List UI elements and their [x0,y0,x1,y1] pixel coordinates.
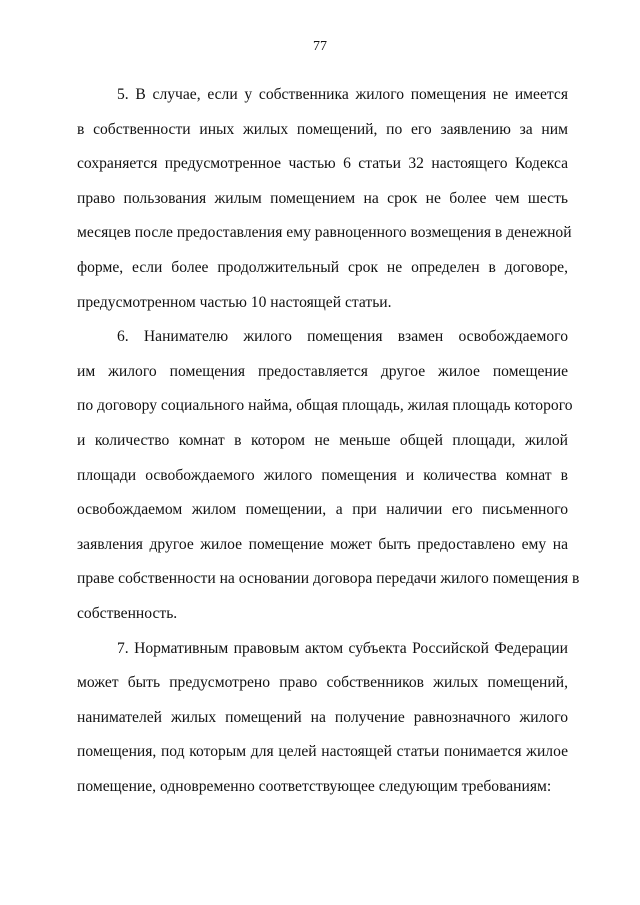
text-line: освобождаемом жилом помещении, а при наличии его письменного [77,501,568,519]
text-line: форме, если более продолжительный срок не определен в договоре, [77,258,568,276]
text-line: 6. Нанимателю жилого помещения взамен освобождаемого [117,328,568,346]
text-line: 7. Нормативным правовым актом субъекта Российской Федерации [117,639,568,657]
text-line: в собственности иных жилых помещений, по его заявлению за ним [77,120,568,138]
text-line: 5. В случае, если у собственника жилого помещения не имеется [117,86,568,103]
text-line: собственность. [77,604,178,622]
text-line: сохраняется предусмотренное частью 6 статьи 32 настоящего Кодекса [77,155,568,173]
page-number: 77 [313,39,327,54]
document-body [77,78,580,804]
text-line: заявления другое жилое помещение может быть предоставлено ему на [77,535,568,553]
text-line: площади освобождаемого жилого помещения и количества комнат в [77,466,568,484]
text-line: и количество комнат в котором не меньше общей площади, жилой [77,431,568,449]
text-line: им жилого помещения предоставляется другое жилое помещение [77,362,568,380]
paragraph-5 [77,78,572,320]
text-line: по договору социального найма, общая площадь, жилая площадь которого [77,397,573,415]
text-line: помещения, под которым для целей настоящей статьи понимается жилое [77,743,568,761]
text-line: может быть предусмотрено право собственников жилых помещений, [77,674,568,692]
text-line: месяцев после предоставления ему равноценного возмещения в денежной [77,224,572,242]
text-line: праве собственности на основании договора передачи жилого помещения в [77,570,580,588]
paragraph-7 [77,632,568,805]
paragraph-6 [77,320,580,631]
text-line: право пользования жилым помещением на срок не более чем шесть [77,189,568,207]
text-line: нанимателей жилых помещений на получение равнозначного жилого [77,708,568,726]
text-line: предусмотренном частью 10 настоящей статьи. [77,293,392,311]
text-line: помещение, одновременно соответствующее следующим требованиям: [77,777,552,795]
